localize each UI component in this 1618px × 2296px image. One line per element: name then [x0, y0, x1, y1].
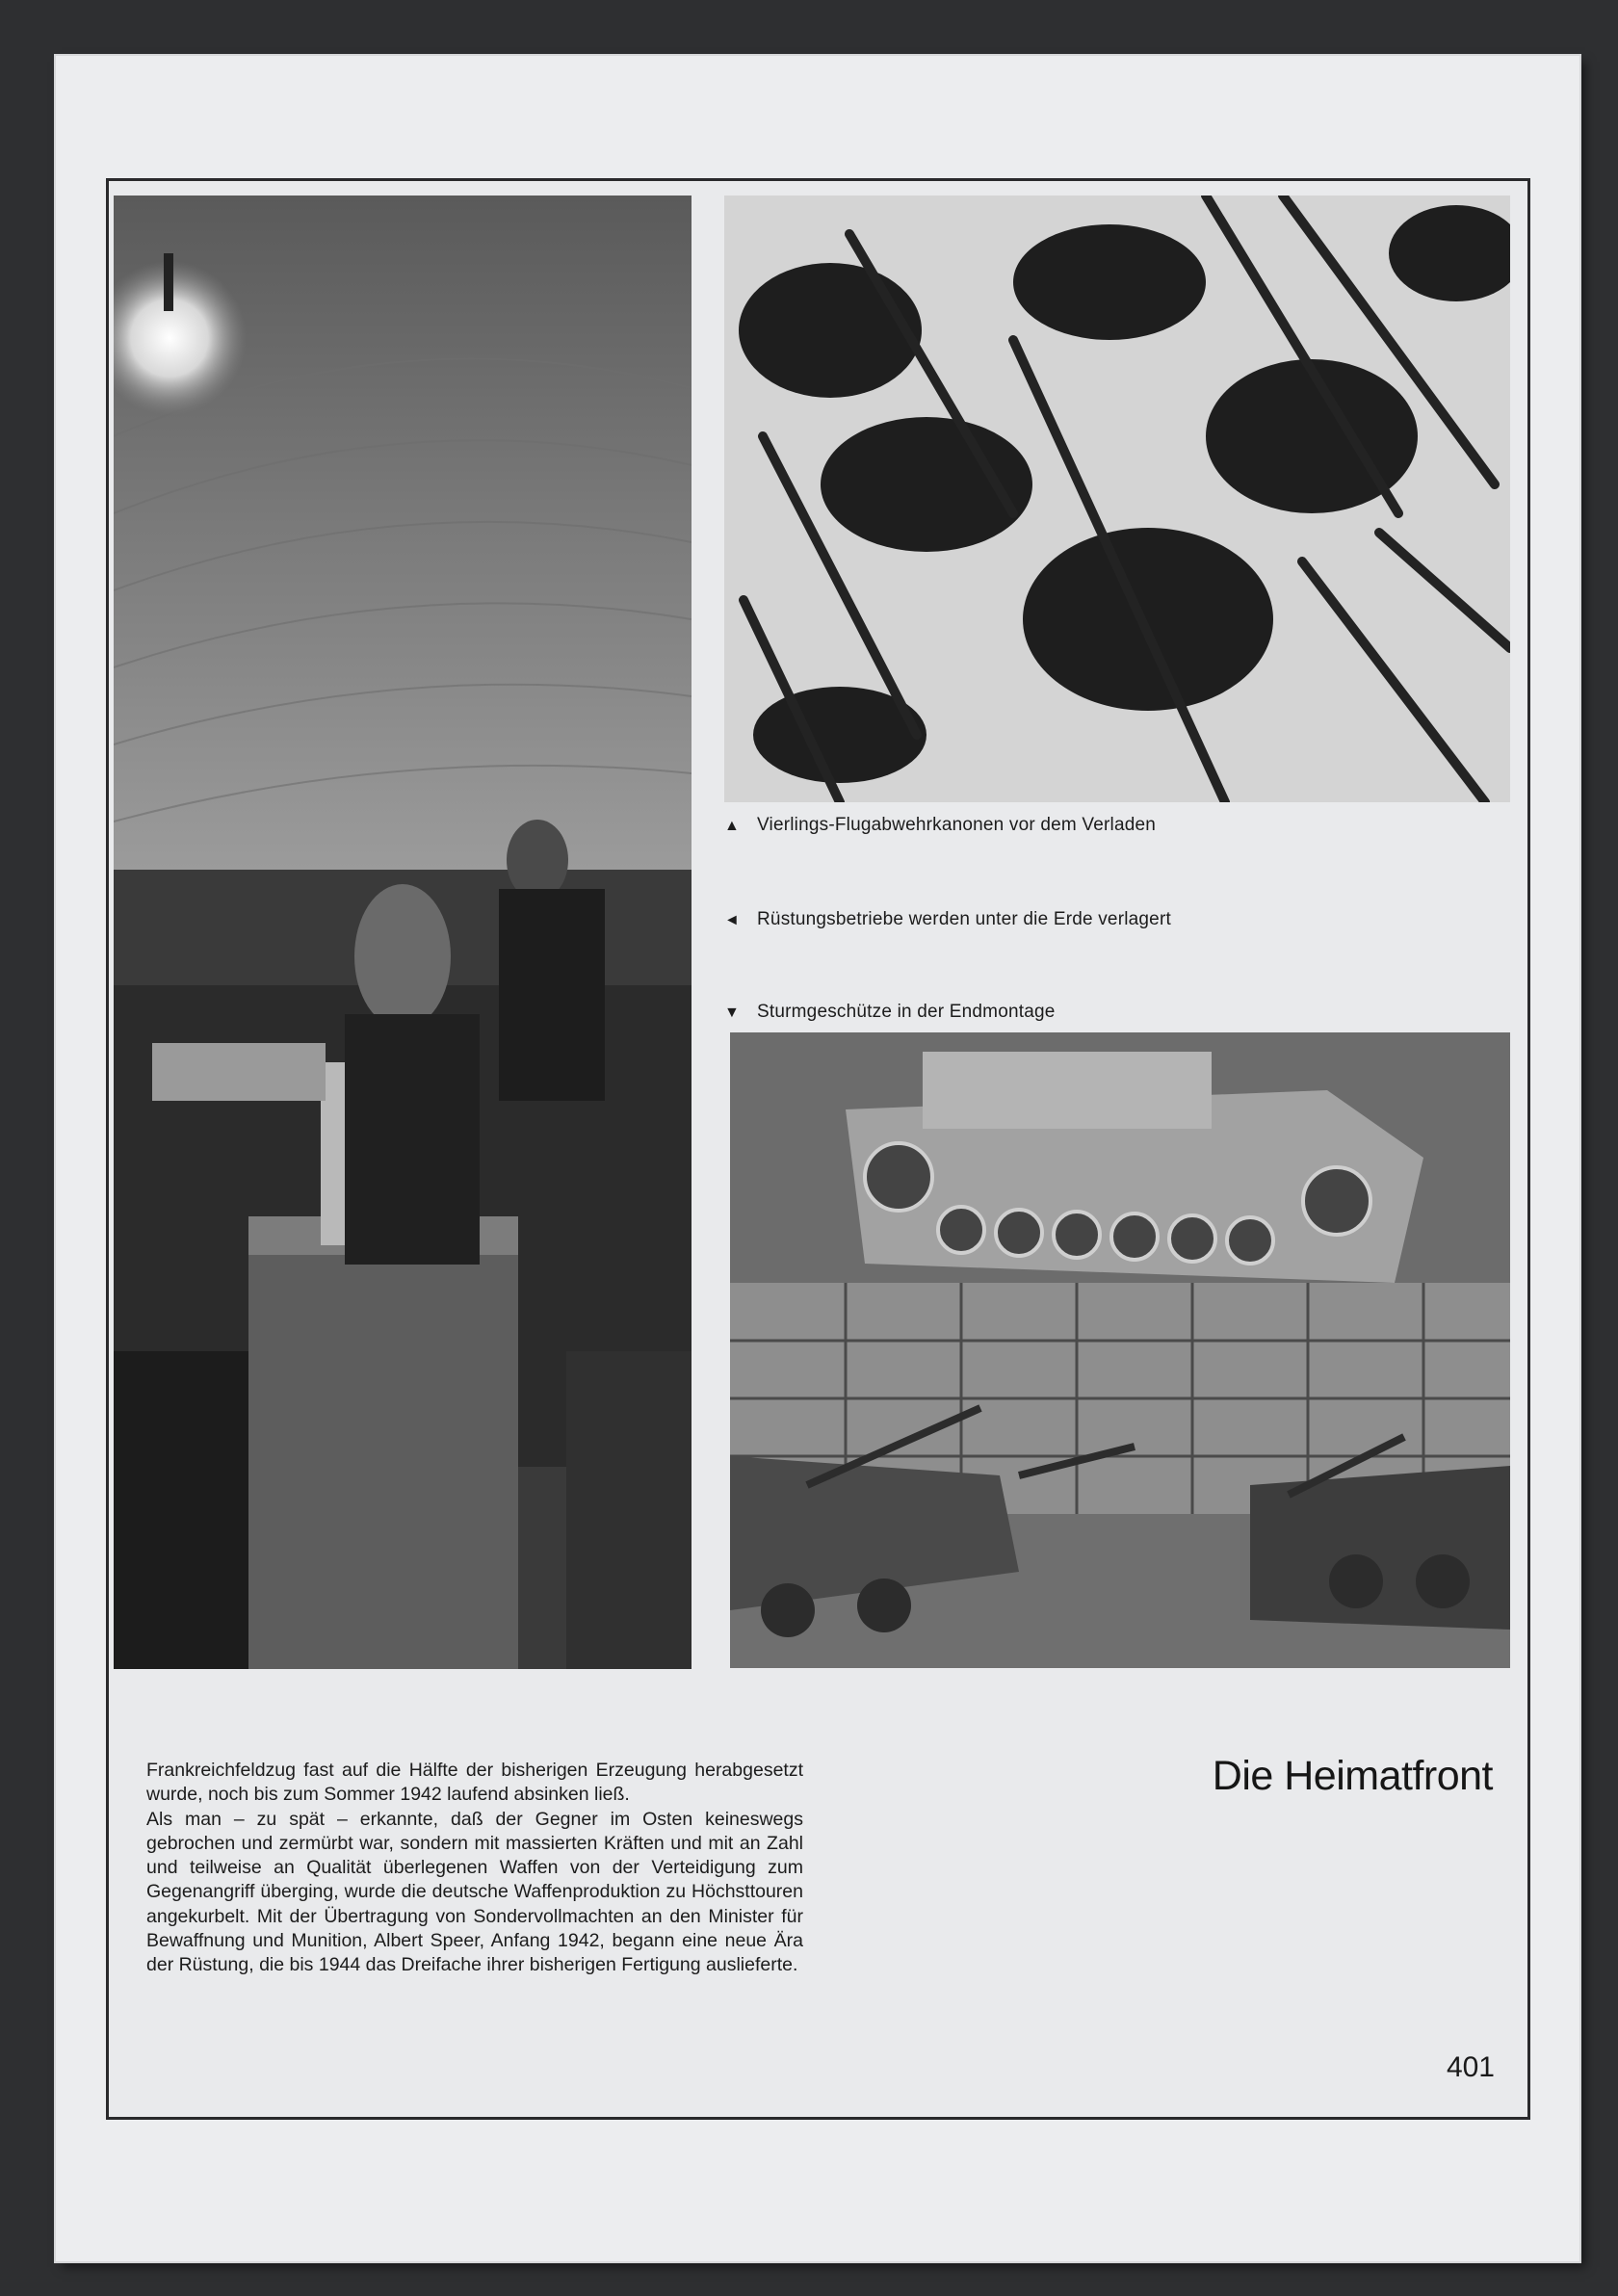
caption-flak-guns [724, 815, 1156, 836]
section-title: Die Heimatfront [1212, 1753, 1493, 1799]
photo-assault-gun-assembly [730, 1032, 1510, 1668]
body-paragraph: Frankreichfeldzug fast auf die Hälfte der bisherigen Erzeugung herabgesetzt wurde, noch bis zum Sommer 1942 laufend absinken ließ. [146, 1760, 803, 1806]
caption-text: Rüstungsbetriebe werden unter die Erde verlagert [757, 909, 1171, 929]
arrow-up-icon: ▲ [724, 818, 741, 834]
body-paragraph: Als man – zu spät – erkannte, daß der Gegner im Osten keineswegs gebrochen und zermürbt war, sondern mit massierten Kräften und mit an Zahl und teilweise an Qualität überlegenen Waffen von der Verteidigung zum Gegenangriff überging, wurde die deutsche Waffenproduktion zu Höchsttouren angekurbelt. Mit der Übertragung von Sondervollmachten an den Minister für Bewaffnung und Munition, Albert Speer, Anfang 1942, begann eine neue Ära der Rüstung, die bis 1944 das Dreifache ihrer bisherigen Fertigung auslieferte. [146, 1808, 803, 1976]
caption-text: Vierlings-Flugabwehrkanonen vor dem Verladen [757, 815, 1157, 835]
photo-underground-workshop [114, 196, 692, 1669]
arrow-left-icon: ◄ [724, 912, 741, 928]
arrow-down-icon: ▼ [724, 1004, 741, 1021]
caption-assault-guns [724, 1002, 1056, 1023]
caption-text: Sturmgeschütze in der Endmontage [757, 1002, 1056, 1022]
caption-underground [724, 909, 1171, 930]
photo-flak-guns [724, 196, 1510, 802]
page-number: 401 [1446, 2051, 1495, 2083]
body-text [146, 1759, 803, 1978]
